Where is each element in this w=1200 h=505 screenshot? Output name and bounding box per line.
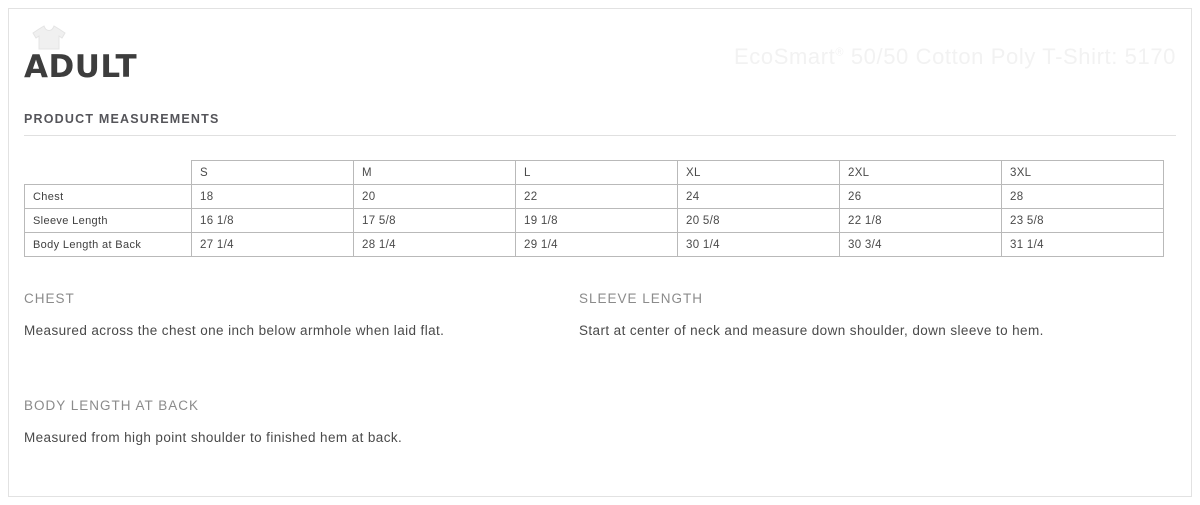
table-cell: 20 [354,185,516,209]
document-title-main: EcoSmart [734,44,836,69]
section-heading: PRODUCT MEASUREMENTS [24,112,220,126]
brand-logo [24,24,137,83]
table-cell: 29 1/4 [516,233,678,257]
table-cell: 20 5/8 [678,209,840,233]
table-cell: 22 [516,185,678,209]
section-divider [24,135,1176,136]
note-sleeve-length [579,291,1119,344]
tshirt-logo-icon [32,24,66,50]
document-content [24,24,1176,481]
brand-title: ADULT [24,49,138,85]
table-cell: 30 3/4 [840,233,1002,257]
table-column-header: 3XL [1002,161,1164,185]
note-body: Measured across the chest one inch below armhole when laid flat. [24,323,445,338]
note-title: CHEST [24,291,75,306]
table-row-label: Sleeve Length [25,209,192,233]
note-body-length-at-back [24,398,564,451]
table-cell: 30 1/4 [678,233,840,257]
table-cell: 24 [678,185,840,209]
table-cell: 22 1/8 [840,209,1002,233]
table-column-header: 2XL [840,161,1002,185]
table-cell: 16 1/8 [192,209,354,233]
table-header-row [25,161,1164,185]
table-cell: 28 [1002,185,1164,209]
table-cell: 19 1/8 [516,209,678,233]
table-row [25,209,1164,233]
table-column-header: S [192,161,354,185]
table-column-header: L [516,161,678,185]
table-row [25,185,1164,209]
note-chest [24,291,564,344]
table-cell: 27 1/4 [192,233,354,257]
document-title-rest: 50/50 Cotton Poly T-Shirt: 5170 [844,44,1176,69]
table-corner-cell [25,161,192,185]
table-cell: 17 5/8 [354,209,516,233]
measurements-table [24,160,1164,257]
registered-mark-icon: ® [835,46,845,59]
document-title [734,44,1176,70]
table-column-header: M [354,161,516,185]
table-row-label: Chest [25,185,192,209]
note-body: Measured from high point shoulder to finished hem at back. [24,430,403,445]
table-cell: 23 5/8 [1002,209,1164,233]
table-cell: 18 [192,185,354,209]
table-row [25,233,1164,257]
note-body: Start at center of neck and measure down shoulder, down sleeve to hem. [579,323,1044,338]
table-cell: 26 [840,185,1002,209]
table-cell: 28 1/4 [354,233,516,257]
document-header [24,24,1176,100]
note-title: BODY LENGTH AT BACK [24,398,200,413]
note-title: SLEEVE LENGTH [579,291,704,306]
table-row-label: Body Length at Back [25,233,192,257]
table-column-header: XL [678,161,840,185]
table-cell: 31 1/4 [1002,233,1164,257]
